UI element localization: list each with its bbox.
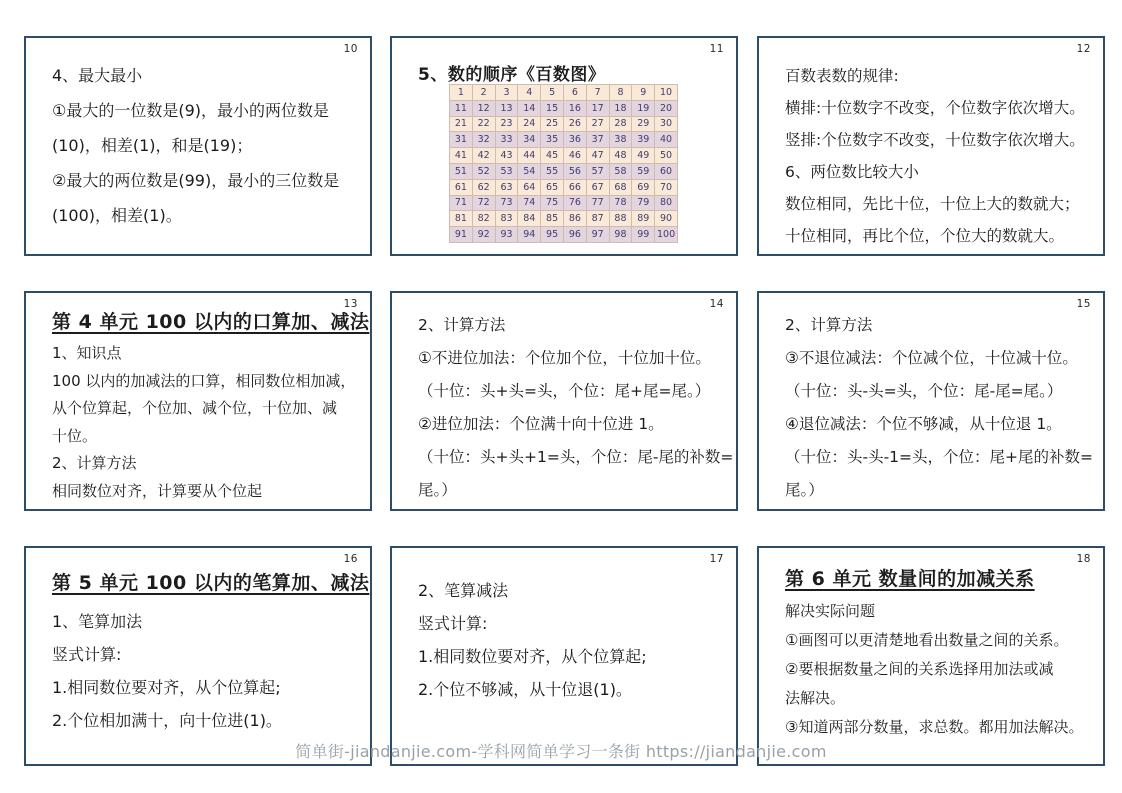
unit-title: 第 6 单元 数量间的加减关系 bbox=[785, 568, 1035, 590]
card-page-14 bbox=[390, 291, 738, 511]
hundred-chart-row bbox=[450, 195, 678, 211]
page-number: 16 bbox=[343, 553, 358, 565]
hundred-chart-cell: 92 bbox=[472, 227, 495, 243]
hundred-chart-cell: 1 bbox=[450, 85, 473, 101]
text-line: 数位相同，先比十位，十位上大的数就大； bbox=[785, 195, 1080, 213]
hundred-chart-cell: 54 bbox=[518, 163, 541, 179]
text-line: 十位相同，再比个位，个位大的数就大。 bbox=[785, 227, 1065, 245]
hundred-chart-cell: 38 bbox=[609, 132, 632, 148]
text-line: ③知道两部分数量，求总数。都用加法解决。 bbox=[785, 718, 1084, 736]
hundred-chart-row bbox=[450, 148, 678, 164]
hundred-chart-cell: 98 bbox=[609, 227, 632, 243]
text-line: （十位：头-头=头，个位：尾-尾=尾。） bbox=[785, 382, 1063, 400]
hundred-chart-cell: 67 bbox=[586, 179, 609, 195]
page-number: 15 bbox=[1076, 298, 1091, 310]
card-page-16 bbox=[24, 546, 372, 766]
card-body bbox=[785, 597, 1085, 742]
text-line: ③不退位减法：个位减个位，十位减十位。 bbox=[785, 349, 1078, 367]
text-line: 2、计算方法 bbox=[785, 316, 873, 334]
hundred-chart-cell: 50 bbox=[655, 148, 678, 164]
hundred-chart-cell: 10 bbox=[655, 85, 678, 101]
hundred-chart-cell: 64 bbox=[518, 179, 541, 195]
hundred-chart-cell: 2 bbox=[472, 85, 495, 101]
text-line: (10)，相差(1)，和是(19)； bbox=[52, 136, 253, 155]
text-line: 横排:十位数字不改变，个位数字依次增大。 bbox=[785, 99, 1085, 117]
text-line: 2.个位不够减，从十位退(1)。 bbox=[418, 680, 632, 699]
hundred-chart-cell: 9 bbox=[632, 85, 655, 101]
text-line: 解决实际问题 bbox=[785, 602, 876, 620]
hundred-chart-cell: 99 bbox=[632, 227, 655, 243]
hundred-chart-cell: 62 bbox=[472, 179, 495, 195]
text-line: （十位：头+头+1=头，个位：尾-尾的补数= bbox=[418, 448, 734, 466]
hundred-chart-cell: 21 bbox=[450, 116, 473, 132]
text-line: ①画图可以更清楚地看出数量之间的关系。 bbox=[785, 631, 1069, 649]
hundred-chart-cell: 24 bbox=[518, 116, 541, 132]
hundred-chart-cell: 40 bbox=[655, 132, 678, 148]
hundred-chart-cell: 43 bbox=[495, 148, 518, 164]
hundred-chart-cell: 44 bbox=[518, 148, 541, 164]
hundred-chart-cell: 58 bbox=[609, 163, 632, 179]
hundred-chart-cell: 45 bbox=[541, 148, 564, 164]
hundred-chart-cell: 65 bbox=[541, 179, 564, 195]
hundred-chart-cell: 89 bbox=[632, 211, 655, 227]
hundred-chart-cell: 6 bbox=[563, 85, 586, 101]
hundred-chart-cell: 35 bbox=[541, 132, 564, 148]
hundred-chart-row bbox=[450, 179, 678, 195]
hundred-chart-cell: 16 bbox=[563, 100, 586, 116]
hundred-chart-cell: 48 bbox=[609, 148, 632, 164]
text-line: 4、最大最小 bbox=[52, 66, 143, 85]
text-line: (100)，相差(1)。 bbox=[52, 206, 182, 225]
text-line: ②最大的两位数是(99)，最小的三位数是 bbox=[52, 171, 340, 190]
card-page-10 bbox=[24, 36, 372, 256]
hundred-chart-row bbox=[450, 132, 678, 148]
hundred-chart-cell: 68 bbox=[609, 179, 632, 195]
text-line: 从个位算起，个位加、减个位，十位加、减 bbox=[52, 399, 338, 417]
hundred-chart-cell: 51 bbox=[450, 163, 473, 179]
text-line: 6、两位数比较大小 bbox=[785, 163, 919, 181]
text-line: ②要根据数量之间的关系选择用加法或减 bbox=[785, 660, 1054, 678]
hundred-chart-cell: 55 bbox=[541, 163, 564, 179]
text-line: 100 以内的加减法的口算，相同数位相加减， bbox=[52, 371, 356, 390]
hundred-chart-cell: 94 bbox=[518, 227, 541, 243]
card-page-11 bbox=[390, 36, 738, 256]
hundred-chart-cell: 33 bbox=[495, 132, 518, 148]
hundred-chart-cell: 86 bbox=[563, 211, 586, 227]
hundred-chart-cell: 88 bbox=[609, 211, 632, 227]
hundred-chart-row bbox=[450, 100, 678, 116]
hundred-chart-cell: 11 bbox=[450, 100, 473, 116]
hundred-chart-cell: 57 bbox=[586, 163, 609, 179]
hundred-chart-cell: 97 bbox=[586, 227, 609, 243]
text-line: 竖式计算: bbox=[52, 645, 122, 664]
text-line: 相同数位对齐，计算要从个位起 bbox=[52, 481, 263, 500]
hundred-chart-cell: 81 bbox=[450, 211, 473, 227]
hundred-chart-cell: 25 bbox=[541, 116, 564, 132]
hundred-chart-cell: 63 bbox=[495, 179, 518, 195]
hundred-chart-cell: 27 bbox=[586, 116, 609, 132]
hundred-chart-cell: 42 bbox=[472, 148, 495, 164]
hundred-chart-cell: 13 bbox=[495, 100, 518, 116]
text-line: ①不进位加法：个位加个位，十位加十位。 bbox=[418, 349, 711, 367]
hundred-chart-cell: 52 bbox=[472, 163, 495, 179]
card-body bbox=[418, 309, 734, 507]
hundred-chart-cell: 82 bbox=[472, 211, 495, 227]
hundred-chart-cell: 4 bbox=[518, 85, 541, 101]
text-line: 2、计算方法 bbox=[418, 316, 506, 334]
hundred-chart-cell: 49 bbox=[632, 148, 655, 164]
hundred-chart-cell: 85 bbox=[541, 211, 564, 227]
text-line: 竖排:个位数字不改变，十位数字依次增大。 bbox=[785, 131, 1085, 149]
card-page-13 bbox=[24, 291, 372, 511]
hundred-chart-cell: 15 bbox=[541, 100, 564, 116]
page-number: 13 bbox=[343, 298, 358, 310]
text-line: 尾。） bbox=[785, 481, 824, 499]
text-line: 百数表数的规律: bbox=[785, 67, 899, 85]
hundred-chart-cell: 96 bbox=[563, 227, 586, 243]
hundred-chart-cell: 29 bbox=[632, 116, 655, 132]
hundred-chart-cell: 78 bbox=[609, 195, 632, 211]
text-line: （十位：头+头=头，个位：尾+尾=尾。） bbox=[418, 382, 711, 400]
page-number: 10 bbox=[343, 43, 358, 55]
text-line: 十位。 bbox=[52, 426, 98, 445]
card-page-18 bbox=[757, 546, 1105, 766]
hundred-chart-cell: 53 bbox=[495, 163, 518, 179]
card-body bbox=[52, 58, 352, 233]
hundred-chart-cell: 18 bbox=[609, 100, 632, 116]
page-number: 11 bbox=[709, 43, 724, 55]
hundred-chart-cell: 46 bbox=[563, 148, 586, 164]
text-line: 竖式计算: bbox=[418, 614, 488, 633]
hundred-chart-cell: 90 bbox=[655, 211, 678, 227]
text-line: 1.相同数位要对齐，从个位算起; bbox=[52, 678, 281, 697]
hundred-chart-cell: 95 bbox=[541, 227, 564, 243]
card-page-12 bbox=[757, 36, 1105, 256]
hundred-chart-cell: 32 bbox=[472, 132, 495, 148]
hundred-chart-cell: 37 bbox=[586, 132, 609, 148]
hundred-chart-row bbox=[450, 116, 678, 132]
hundred-chart-cell: 3 bbox=[495, 85, 518, 101]
hundred-chart-cell: 69 bbox=[632, 179, 655, 195]
hundred-chart-cell: 77 bbox=[586, 195, 609, 211]
hundred-chart-cell: 41 bbox=[450, 148, 473, 164]
hundred-chart-cell: 93 bbox=[495, 227, 518, 243]
hundred-chart-cell: 36 bbox=[563, 132, 586, 148]
text-line: 2.个位相加满十，向十位进(1)。 bbox=[52, 711, 282, 730]
hundred-chart-cell: 7 bbox=[586, 85, 609, 101]
card-body bbox=[52, 605, 352, 737]
hundred-chart-cell: 23 bbox=[495, 116, 518, 132]
hundred-chart-row bbox=[450, 85, 678, 101]
hundred-chart-cell: 26 bbox=[563, 116, 586, 132]
hundred-chart-cell: 17 bbox=[586, 100, 609, 116]
site-watermark: 简单街-jiandanjie.com-学科网简单学习一条街 https://jiandanjie.com bbox=[295, 742, 827, 761]
text-line: 1、笔算加法 bbox=[52, 612, 143, 631]
hundred-chart-cell: 91 bbox=[450, 227, 473, 243]
text-line: ④退位减法：个位不够减，从十位退 1。 bbox=[785, 415, 1062, 433]
hundred-chart-cell: 12 bbox=[472, 100, 495, 116]
hundred-chart-cell: 59 bbox=[632, 163, 655, 179]
hundred-chart-cell: 70 bbox=[655, 179, 678, 195]
unit-title: 第 4 单元 100 以内的口算加、减法 bbox=[52, 311, 370, 333]
hundred-chart-cell: 73 bbox=[495, 195, 518, 211]
hundred-chart-cell: 31 bbox=[450, 132, 473, 148]
hundred-chart-cell: 80 bbox=[655, 195, 678, 211]
hundred-chart-cell: 56 bbox=[563, 163, 586, 179]
text-line: ①最大的一位数是(9)，最小的两位数是 bbox=[52, 101, 330, 120]
hundred-chart-cell: 71 bbox=[450, 195, 473, 211]
hundred-chart-row bbox=[450, 163, 678, 179]
hundred-chart-cell: 60 bbox=[655, 163, 678, 179]
card-page-17 bbox=[390, 546, 738, 766]
hundred-chart-row bbox=[450, 227, 678, 243]
text-line: 尾。） bbox=[418, 481, 457, 499]
text-line: ②进位加法：个位满十向十位进 1。 bbox=[418, 415, 664, 433]
card-body bbox=[52, 340, 356, 505]
unit-title: 第 5 单元 100 以内的笔算加、减法 bbox=[52, 572, 370, 594]
page-number: 14 bbox=[709, 298, 724, 310]
hundred-chart-cell: 20 bbox=[655, 100, 678, 116]
text-line: 2、笔算减法 bbox=[418, 581, 509, 600]
card-body bbox=[785, 60, 1085, 252]
hundred-chart-cell: 84 bbox=[518, 211, 541, 227]
text-line: 2、计算方法 bbox=[52, 454, 137, 472]
hundred-chart-cell: 8 bbox=[609, 85, 632, 101]
hundred-chart-cell: 72 bbox=[472, 195, 495, 211]
page-number: 12 bbox=[1076, 43, 1091, 55]
card-page-15 bbox=[757, 291, 1105, 511]
text-line: 1.相同数位要对齐，从个位算起; bbox=[418, 647, 647, 666]
hundred-chart-cell: 14 bbox=[518, 100, 541, 116]
hundred-chart-cell: 39 bbox=[632, 132, 655, 148]
hundred-chart-body bbox=[450, 85, 678, 243]
hundred-chart-cell: 30 bbox=[655, 116, 678, 132]
hundred-chart-cell: 74 bbox=[518, 195, 541, 211]
page-number: 17 bbox=[709, 553, 724, 565]
hundred-chart-cell: 100 bbox=[655, 227, 678, 243]
hundred-chart-cell: 83 bbox=[495, 211, 518, 227]
hundred-chart-cell: 61 bbox=[450, 179, 473, 195]
hundred-chart-row bbox=[450, 211, 678, 227]
hundred-chart-cell: 47 bbox=[586, 148, 609, 164]
text-line: （十位：头-头-1=头，个位：尾+尾的补数= bbox=[785, 448, 1094, 466]
hundred-chart bbox=[449, 84, 678, 243]
text-line: 法解决。 bbox=[785, 689, 846, 707]
hundred-chart-cell: 76 bbox=[563, 195, 586, 211]
hundred-chart-cell: 87 bbox=[586, 211, 609, 227]
hundred-chart-cell: 34 bbox=[518, 132, 541, 148]
hundred-chart-cell: 79 bbox=[632, 195, 655, 211]
hundred-chart-cell: 28 bbox=[609, 116, 632, 132]
hundred-chart-cell: 5 bbox=[541, 85, 564, 101]
text-line: 1、知识点 bbox=[52, 344, 122, 362]
hundred-chart-cell: 19 bbox=[632, 100, 655, 116]
card-body bbox=[418, 574, 718, 706]
hundred-chart-cell: 22 bbox=[472, 116, 495, 132]
card-body bbox=[785, 309, 1094, 507]
page-number: 18 bbox=[1076, 553, 1091, 565]
hundred-chart-cell: 75 bbox=[541, 195, 564, 211]
hundred-chart-cell: 66 bbox=[563, 179, 586, 195]
hundred-chart-heading: 5、数的顺序《百数图》 bbox=[418, 65, 606, 85]
